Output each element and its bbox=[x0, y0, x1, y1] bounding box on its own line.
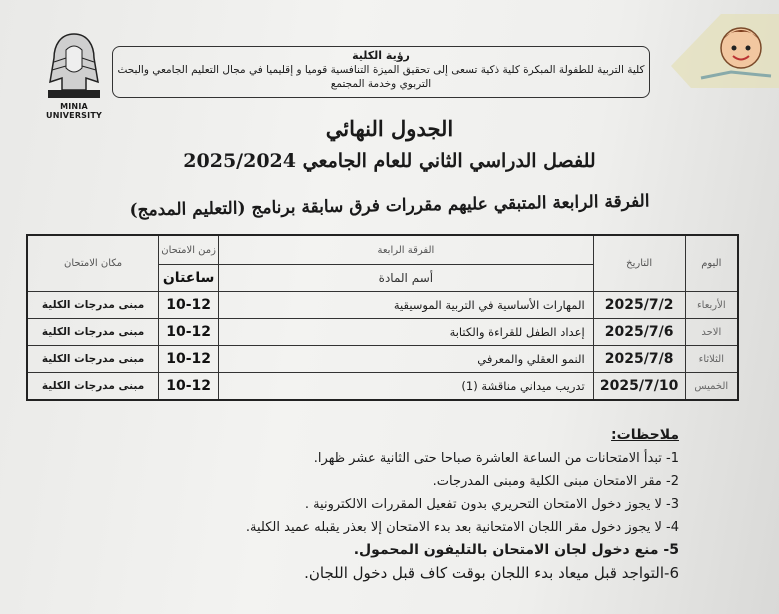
row-place: مبنى مدرجات الكلية bbox=[27, 292, 159, 319]
minia-university-logo bbox=[38, 28, 110, 120]
table-row bbox=[27, 319, 738, 346]
exam-schedule-table bbox=[26, 234, 739, 401]
document-title: الجدول النهائي bbox=[325, 116, 454, 141]
row-time: 10-12 bbox=[159, 373, 219, 401]
pharaoh-bust-icon bbox=[38, 28, 110, 102]
row-subject: النمو العقلي والمعرفي bbox=[219, 346, 594, 373]
header-subject: أسم المادة bbox=[219, 265, 594, 292]
row-subject: المهارات الأساسية في التربية الموسيقية bbox=[219, 292, 594, 319]
notes-section bbox=[119, 424, 679, 585]
note-item: 3- لا يجوز دخول الامتحان التحريري بدون تفعيل المقررات الالكترونية . bbox=[304, 497, 679, 512]
group-title: الفرقة الرابعة المتبقي عليهم مقررات فرق سابقة برنامج (التعليم المدمج) bbox=[129, 191, 650, 221]
row-day: الخميس bbox=[685, 373, 738, 401]
header-year: الفرقة الرابعة bbox=[219, 235, 594, 265]
header-place: مكان الامتحان bbox=[27, 235, 159, 292]
row-day: الأربعاء bbox=[685, 292, 738, 319]
row-place: مبنى مدرجات الكلية bbox=[27, 346, 159, 373]
row-time: 10-12 bbox=[159, 346, 219, 373]
header-day: اليوم bbox=[685, 235, 738, 292]
note-item: 1- تبدأ الامتحانات من الساعة العاشرة صباحا حتى الثانية عشر ظهرا. bbox=[313, 451, 679, 466]
row-time: 10-12 bbox=[159, 319, 219, 346]
semester-title: للفصل الدراسي الثاني للعام الجامعي 2025/2024 bbox=[183, 150, 596, 172]
row-date: 2025/7/6 bbox=[593, 319, 685, 346]
row-time: 10-12 bbox=[159, 292, 219, 319]
header-date: التاريخ bbox=[593, 235, 685, 292]
note-item: 2- مقر الامتحان مبنى الكلية ومبنى المدرجات. bbox=[432, 474, 679, 489]
vision-title: رؤية الكلية bbox=[352, 49, 410, 62]
row-date: 2025/7/2 bbox=[593, 292, 685, 319]
child-face-icon bbox=[661, 6, 779, 88]
note-item: 5- منع دخول لجان الامتحان بالتليفون المحمول. bbox=[353, 542, 679, 558]
university-name: MINIA UNIVERSITY bbox=[46, 102, 102, 120]
table-header-row bbox=[27, 235, 738, 265]
faculty-logo bbox=[661, 6, 779, 88]
row-subject: إعداد الطفل للقراءة والكتابة bbox=[219, 319, 594, 346]
note-item: 6-التواجد قبل ميعاد بدء اللجان بوقت كاف قبل دخول اللجان. bbox=[304, 564, 679, 582]
row-day: الاحد bbox=[685, 319, 738, 346]
faculty-vision-box bbox=[112, 46, 650, 98]
row-place: مبنى مدرجات الكلية bbox=[27, 319, 159, 346]
table-row bbox=[27, 346, 738, 373]
row-place: مبنى مدرجات الكلية bbox=[27, 373, 159, 401]
row-subject: تدريب ميداني مناقشة (1) bbox=[219, 373, 594, 401]
notes-heading: ملاحظات: bbox=[611, 427, 679, 443]
row-date: 2025/7/8 bbox=[593, 346, 685, 373]
note-item: 4- لا يجوز دخول مقر اللجان الامتحانية بعد بدء الامتحان إلا بعذر يقبله عميد الكلية. bbox=[245, 520, 679, 535]
row-day: الثلاثاء bbox=[685, 346, 738, 373]
header-time: زمن الامتحان bbox=[159, 235, 219, 265]
row-date: 2025/7/10 bbox=[593, 373, 685, 401]
vision-text: كلية التربية للطفولة المبكرة كلية ذكية تسعى إلى تحقيق الميزة التنافسية قوميا و إقليميا في مجال التعليم الجامعي والبحث التربوي وخدمة المجتمع bbox=[117, 64, 645, 90]
table-row bbox=[27, 373, 738, 401]
table-row bbox=[27, 292, 738, 319]
header-hours: ساعتان bbox=[159, 265, 219, 292]
